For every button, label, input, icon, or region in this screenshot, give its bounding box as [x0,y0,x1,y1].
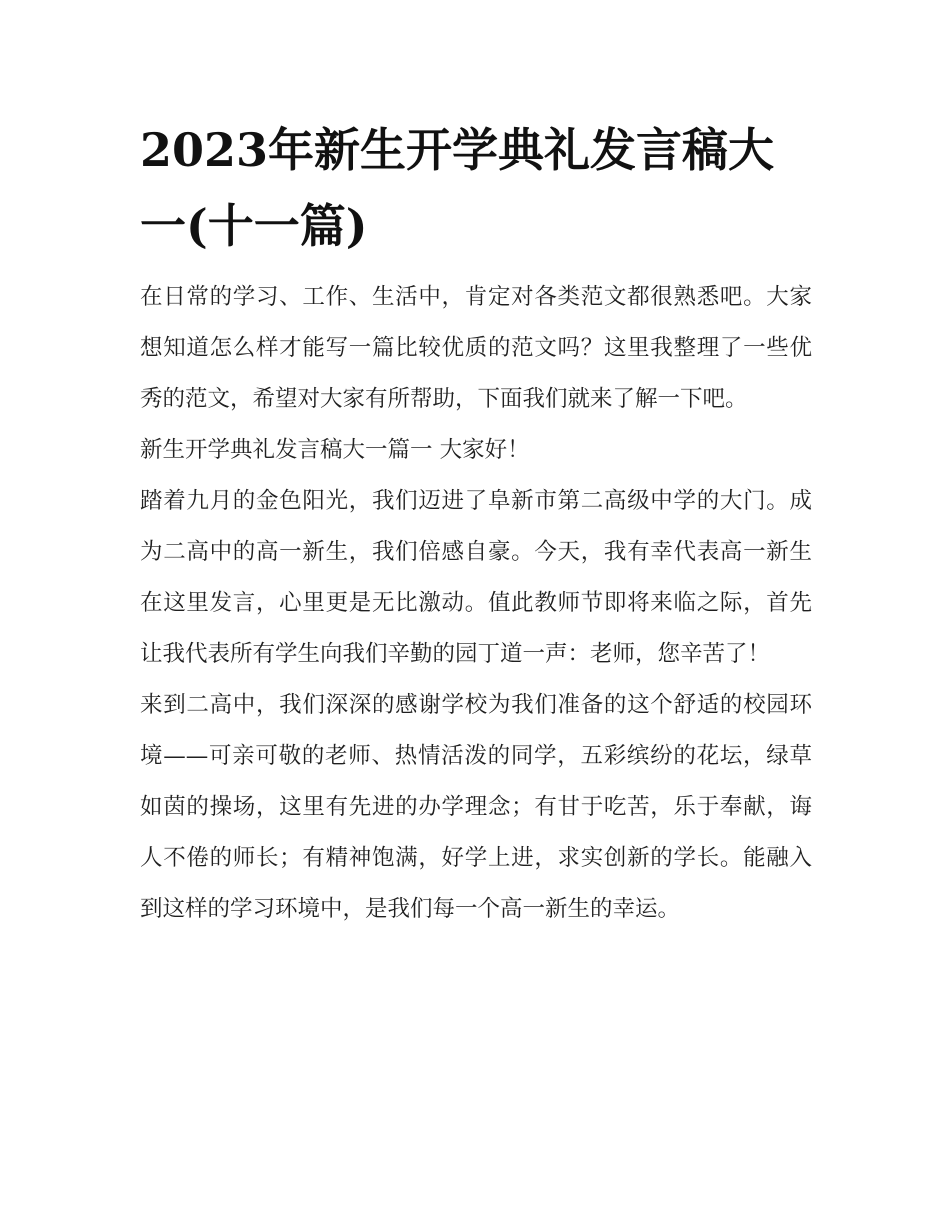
intro-paragraph: 在日常的学习、工作、生活中，肯定对各类范文都很熟悉吧。大家想知道怎么样才能写一篇比较优质的范文吗？这里我整理了一些优秀的范文，希望对大家有所帮助，下面我们就来了解一下吧。 [140,284,812,412]
body-paragraph: 踏着九月的金色阳光，我们迈进了阜新市第二高级中学的大门。成为二高中的高一新生，我们倍感自豪。今天，我有幸代表高一新生在这里发言，心里更是无比激动。值此教师节即将来临之际，首先让我代表所有学生向我们辛勤的园丁道一声：老师，您辛苦了！ [140,488,812,667]
document-page [140,112,812,935]
body-paragraph: 来到二高中，我们深深的感谢学校为我们准备的这个舒适的校园环境——可亲可敬的老师、热情活泼的同学，五彩缤纷的花坛，绿草如茵的操场，这里有先进的办学理念；有甘于吃苦，乐于奉献，诲人不倦的师长；有精神饱满，好学上进，求实创新的学长。能融入到这样的学习环境中，是我们每一个高一新生的幸运。 [140,692,812,922]
document-title: 2023年新生开学典礼发言稿大一(十一篇) [140,123,775,253]
section-heading-paragraph: 新生开学典礼发言稿大一篇一 大家好！ [140,437,530,463]
